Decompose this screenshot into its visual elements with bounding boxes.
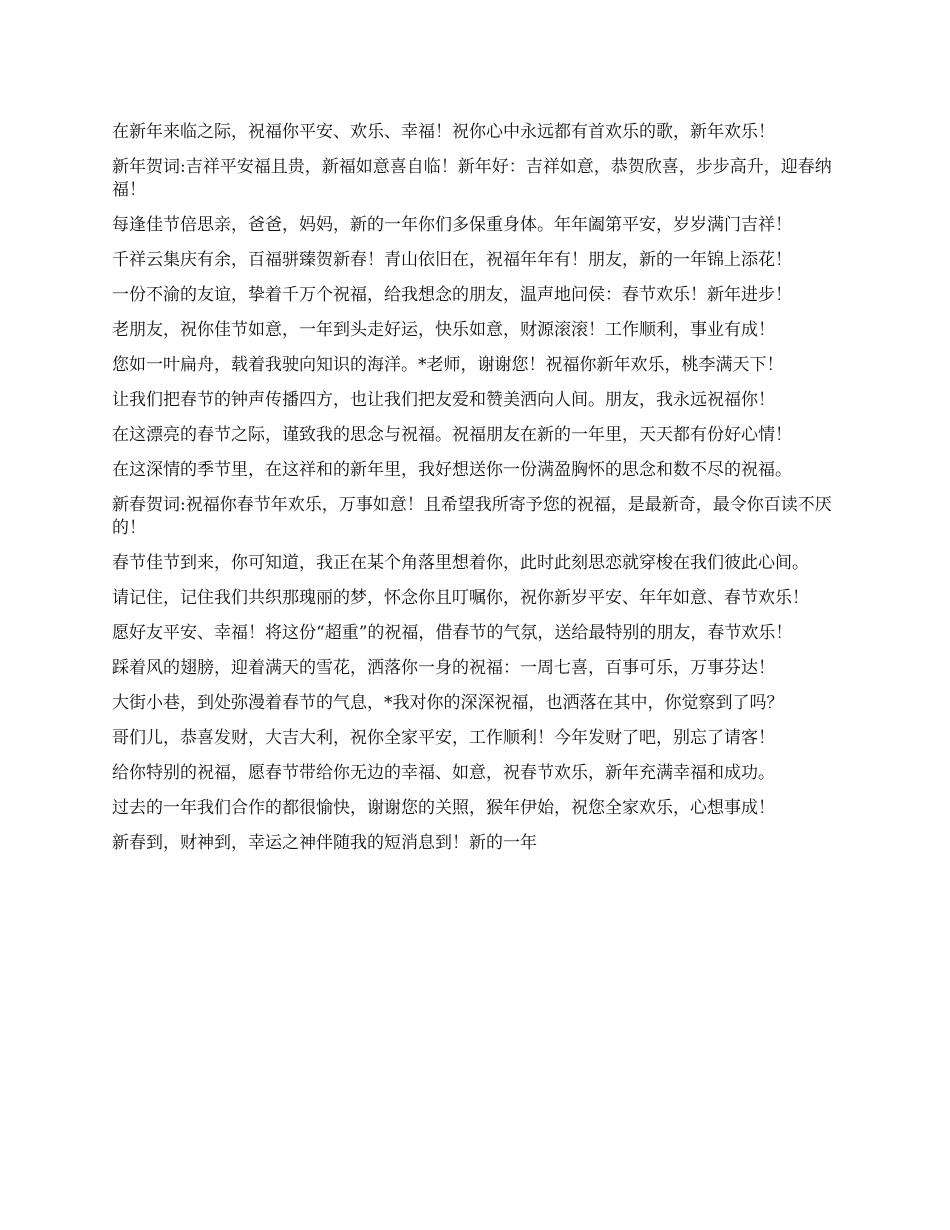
paragraph: 老朋友，祝你佳节如意，一年到头走好运，快乐如意，财源滚滚！工作顺利，事业有成！	[112, 320, 775, 340]
paragraph: 春节佳节到来，你可知道，我正在某个角落里想着你，此时此刻思恋就穿梭在我们彼此心间。	[112, 553, 809, 573]
paragraph: 在这漂亮的春节之际，谨致我的思念与祝福。祝福朋友在新的一年里，天天都有份好心情！	[112, 425, 792, 445]
paragraph: 给你特别的祝福，愿春节带给你无边的幸福、如意，祝春节欢乐，新年充满幸福和成功。	[112, 763, 775, 783]
document-body	[112, 121, 842, 867]
paragraph: 让我们把春节的钟声传播四方，也让我们把友爱和赞美洒向人间。朋友，我永远祝福你！	[112, 390, 775, 410]
paragraph: 每逢佳节倍思亲，爸爸，妈妈，新的一年你们多保重身体。年年阖第平安，岁岁满门吉祥！	[112, 215, 792, 235]
paragraph: 过去的一年我们合作的都很愉快，谢谢您的关照，猴年伊始，祝您全家欢乐，心想事成！	[112, 798, 775, 818]
paragraph: 踩着风的翅膀，迎着满天的雪花，洒落你一身的祝福：一周七喜，百事可乐，万事芬达！	[112, 658, 775, 678]
paragraph: 愿好友平安、幸福！将这份“超重”的祝福，借春节的气氛，送给最特别的朋友，春节欢乐！	[112, 623, 793, 643]
paragraph: 请记住，记住我们共织那瑰丽的梦，怀念你且叮嘱你，祝你新岁平安、年年如意、春节欢乐！	[112, 588, 809, 608]
paragraph: 大街小巷，到处弥漫着春节的气息，*我对你的深深祝福，也洒落在其中，你觉察到了吗？	[112, 693, 784, 713]
paragraph: 您如一叶扁舟，载着我驶向知识的海洋。*老师，谢谢您！祝福你新年欢乐，桃李满天下！	[112, 355, 784, 375]
paragraph: 哥们儿，恭喜发财，大吉大利，祝你全家平安，工作顺利！今年发财了吧，别忘了请客！	[112, 728, 775, 748]
paragraph: 一份不渝的友谊，挚着千万个祝福，给我想念的朋友，温声地问侯：春节欢乐！新年进步！	[112, 285, 792, 305]
paragraph: 在新年来临之际，祝福你平安、欢乐、幸福！祝你心中永远都有首欢乐的歌，新年欢乐！	[112, 122, 775, 142]
paragraph: 新春贺词:祝福你春节年欢乐，万事如意！且希望我所寄予您的祝福，是最新奇，最令你百读不厌的！	[112, 495, 832, 538]
paragraph: 新年贺词:吉祥平安福且贵，新福如意喜自临！新年好：吉祥如意，恭贺欣喜，步步高升，迎春纳福！	[112, 157, 832, 200]
paragraph: 千祥云集庆有余，百福骈臻贺新春！青山依旧在，祝福年年有！朋友，新的一年锦上添花！	[112, 250, 792, 270]
paragraph: 新春到，财神到，幸运之神伴随我的短消息到！新的一年	[112, 833, 537, 853]
paragraph: 在这深情的季节里，在这祥和的新年里，我好想送你一份满盈胸怀的思念和数不尽的祝福。	[112, 460, 792, 480]
